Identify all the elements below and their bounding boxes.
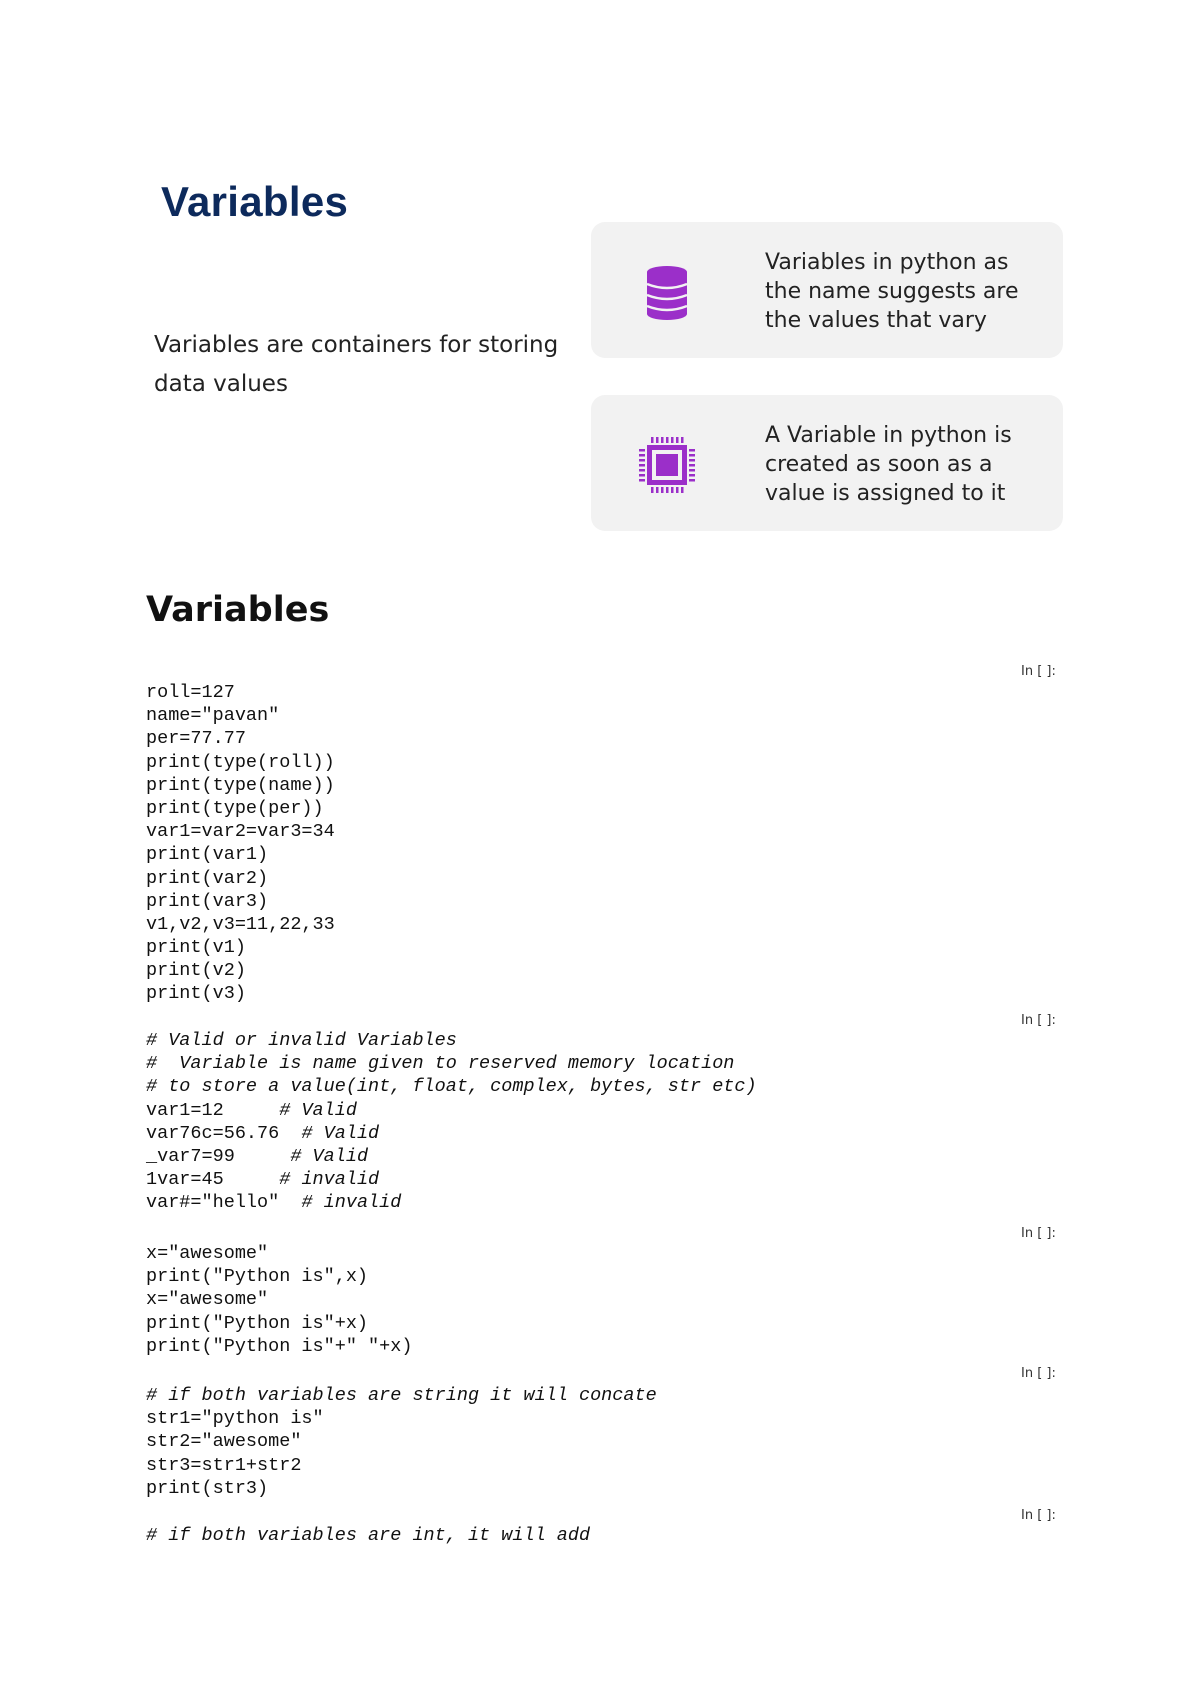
info-card-variables-vary xyxy=(591,222,1063,358)
code-line: print(type(per)) xyxy=(146,797,324,819)
cell-prompt: In [ ]: xyxy=(1021,1226,1056,1241)
code-line: str2="awesome" xyxy=(146,1431,302,1453)
card-text: A Variable in python is created as soon as a value is assigned to it xyxy=(765,423,1012,506)
code-line: print("Python is",x) xyxy=(146,1266,369,1288)
code-line: str3=str1+str2 xyxy=(146,1454,302,1476)
code-line: name="pavan" xyxy=(146,705,280,727)
code-line: # if both variables are string it will concate xyxy=(146,1385,657,1406)
intro-text: Variables are containers for storing data values xyxy=(154,332,559,397)
code-line: var#="hello" # invalid xyxy=(146,1192,402,1214)
code-cell-5[interactable] xyxy=(146,1524,590,1547)
code-line: print(str3) xyxy=(146,1477,269,1499)
code-line: print(var2) xyxy=(146,867,269,889)
slide-title: Variables xyxy=(161,178,349,225)
code-cell-3[interactable] xyxy=(146,1242,412,1358)
code-line: # Valid or invalid Variables xyxy=(146,1030,457,1051)
code-line: print(v1) xyxy=(146,937,246,959)
cell-prompt: In [ ]: xyxy=(1021,1013,1056,1028)
info-card-variable-created xyxy=(591,395,1063,531)
cell-prompt: In [ ]: xyxy=(1021,664,1056,679)
code-line: print(v2) xyxy=(146,960,246,982)
code-line: print("Python is"+x) xyxy=(146,1312,369,1334)
code-line: str1="python is" xyxy=(146,1408,324,1430)
code-line: per=77.77 xyxy=(146,728,246,750)
cpu-chip-icon xyxy=(635,433,699,497)
code-line: x="awesome" xyxy=(146,1243,269,1264)
section-title: Variables xyxy=(146,590,330,630)
code-line: print("Python is"+" "+x) xyxy=(146,1335,413,1357)
code-cell-2[interactable] xyxy=(146,1029,757,1215)
code-cell-4[interactable] xyxy=(146,1384,657,1500)
code-line: _var7=99 # Valid xyxy=(146,1145,369,1167)
database-icon xyxy=(635,260,699,324)
code-line: x="awesome" xyxy=(146,1289,269,1311)
card-text: Variables in python as the name suggests are the values that vary xyxy=(765,250,1019,333)
code-line: var76c=56.76 # Valid xyxy=(146,1122,380,1144)
code-line: var1=var2=var3=34 xyxy=(146,821,335,843)
code-line: print(v3) xyxy=(146,983,246,1005)
code-line: # Variable is name given to reserved memory location xyxy=(146,1053,735,1075)
code-line: print(var3) xyxy=(146,890,269,912)
code-line: print(type(name)) xyxy=(146,774,335,796)
code-line: print(var1) xyxy=(146,844,269,866)
code-line: # if both variables are int, it will add xyxy=(146,1525,591,1546)
code-line: # to store a value(int, float, complex, bytes, str etc) xyxy=(146,1076,757,1098)
cell-prompt: In [ ]: xyxy=(1021,1508,1056,1523)
code-line: 1var=45 # invalid xyxy=(146,1169,380,1191)
code-line: var1=12 # Valid xyxy=(146,1099,357,1121)
code-line: print(type(roll)) xyxy=(146,751,335,773)
cell-prompt: In [ ]: xyxy=(1021,1366,1056,1381)
code-cell-1[interactable] xyxy=(146,681,335,1006)
code-line: v1,v2,v3=11,22,33 xyxy=(146,913,335,935)
code-line: roll=127 xyxy=(146,682,235,703)
